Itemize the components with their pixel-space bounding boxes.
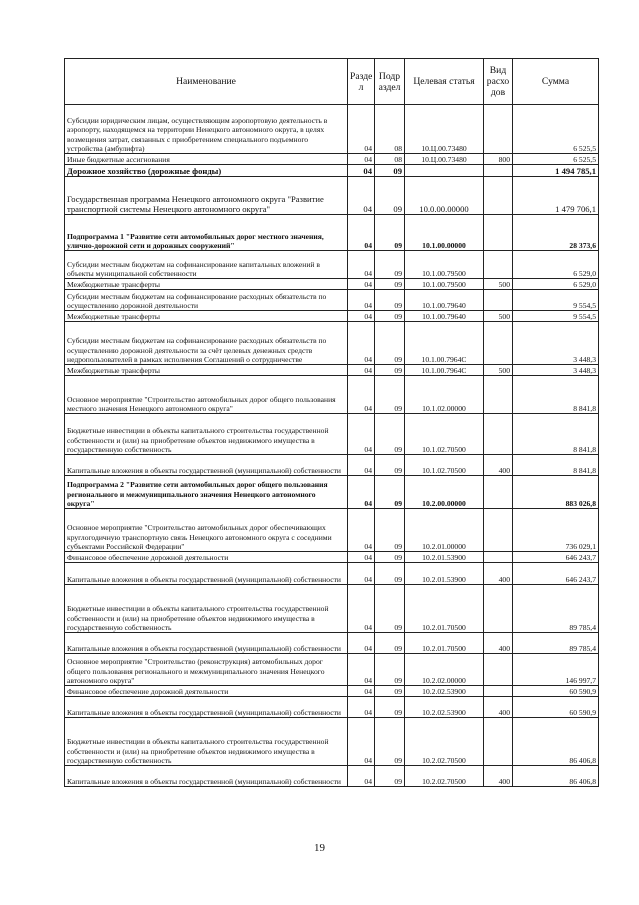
row-type (484, 165, 513, 177)
row-section: 04 (348, 509, 375, 552)
row-name: Финансовое обеспечение дорожной деятельности (65, 552, 348, 563)
row-sum: 646 243,7 (513, 563, 599, 585)
row-name: Субсидии местным бюджетам на софинансирование расходных обязательств по осуществлению дорожной деятельности (65, 290, 348, 311)
row-sum: 6 525,5 (513, 105, 599, 154)
row-name: Финансовое обеспечение дорожной деятельности (65, 686, 348, 697)
row-subsection: 09 (375, 311, 405, 322)
row-name: Капитальные вложения в объекты государственной (муниципальной) собственности (65, 455, 348, 476)
row-target: 10.1.00.79640 (405, 311, 484, 322)
row-section: 04 (348, 165, 375, 177)
table-row (65, 718, 599, 766)
row-section: 04 (348, 414, 375, 455)
table-row (65, 476, 599, 509)
row-section: 04 (348, 251, 375, 279)
row-sum: 6 529,0 (513, 251, 599, 279)
row-sum: 883 026,8 (513, 476, 599, 509)
row-section: 04 (348, 105, 375, 154)
row-name: Подпрограмма 2 "Развитие сети автомобильных дорог общего пользования регионального и межмуниципального значения Ненецкого автономного округа" (65, 476, 348, 509)
row-name: Государственная программа Ненецкого автономного округа "Развитие транспортной системы Ненецкого автономного округа" (65, 177, 348, 215)
row-sum: 146 997,7 (513, 654, 599, 686)
row-subsection: 09 (375, 290, 405, 311)
row-target: 10.1.00.79500 (405, 251, 484, 279)
row-name: Капитальные вложения в объекты государственной (муниципальной) собственности (65, 633, 348, 654)
row-name: Дорожное хозяйство (дорожные фонды) (65, 165, 348, 177)
row-section: 04 (348, 766, 375, 787)
row-type (484, 654, 513, 686)
header-subsection: Подр аздел (375, 59, 405, 105)
row-target: 10.1.00.00000 (405, 215, 484, 251)
header-row (65, 59, 599, 105)
row-sum: 736 029,1 (513, 509, 599, 552)
row-name: Капитальные вложения в объекты государственной (муниципальной) собственности (65, 697, 348, 718)
row-sum: 8 841,8 (513, 414, 599, 455)
row-sum: 3 448,3 (513, 322, 599, 365)
row-name: Основное мероприятие "Строительство автомобильных дорог обеспечивающих круглогодичную транспортную связь Ненецкого автономного округа с соседними субъектами Российской Федерации" (65, 509, 348, 552)
row-name: Капитальные вложения в объекты государственной (муниципальной) собственности (65, 563, 348, 585)
row-section: 04 (348, 476, 375, 509)
row-section: 04 (348, 215, 375, 251)
row-subsection: 08 (375, 154, 405, 165)
row-section: 04 (348, 552, 375, 563)
row-sum: 646 243,7 (513, 552, 599, 563)
row-target: 10.1.02.70500 (405, 455, 484, 476)
table-row (65, 686, 599, 697)
table-row (65, 311, 599, 322)
row-sum: 89 785,4 (513, 585, 599, 633)
row-target: 10.2.01.70500 (405, 633, 484, 654)
table-row (65, 697, 599, 718)
row-sum: 8 841,8 (513, 376, 599, 414)
row-name: Межбюджетные трансферты (65, 365, 348, 376)
row-section: 04 (348, 322, 375, 365)
header-target: Целевая статья (405, 59, 484, 105)
row-section: 04 (348, 154, 375, 165)
row-subsection: 09 (375, 552, 405, 563)
row-target: 10.1.02.70500 (405, 414, 484, 455)
row-subsection: 09 (375, 279, 405, 290)
row-subsection: 09 (375, 251, 405, 279)
row-name: Субсидии юридическим лицам, осуществляющим аэропортовую деятельность в аэропорту, находящемся на территории Ненецкого автономного округа, в целях возмещения затрат, связанных с приобретением специального подъемного устройства (амбулифта) (65, 105, 348, 154)
table-row (65, 552, 599, 563)
row-type (484, 376, 513, 414)
row-subsection: 09 (375, 376, 405, 414)
budget-sheet (64, 58, 599, 787)
row-sum: 28 373,6 (513, 215, 599, 251)
row-name: Подпрограмма 1 "Развитие сети автомобильных дорог местного значения, улично-дорожной сети и дорожных сооружений" (65, 215, 348, 251)
row-section: 04 (348, 279, 375, 290)
row-name: Межбюджетные трансферты (65, 279, 348, 290)
row-section: 04 (348, 311, 375, 322)
row-subsection: 09 (375, 455, 405, 476)
row-subsection: 09 (375, 654, 405, 686)
row-target: 10.1.00.79500 (405, 279, 484, 290)
header-type: Вид расхо дов (484, 59, 513, 105)
row-subsection: 09 (375, 365, 405, 376)
row-name: Субсидии местным бюджетам на софинансирование расходных обязательств по осуществлению дорожной деятельности за счёт целевых денежных средств недропользователей в рамках исполнения Соглашений о сотрудничестве (65, 322, 348, 365)
row-section: 04 (348, 365, 375, 376)
row-subsection: 09 (375, 585, 405, 633)
row-name: Бюджетные инвестиции в объекты капитального строительства государственной собственности и (или) на приобретение объектов недвижимого имущества в государственную собственность (65, 585, 348, 633)
row-section: 04 (348, 697, 375, 718)
row-name: Бюджетные инвестиции в объекты капитального строительства государственной собственности и (или) на приобретение объектов недвижимого имущества в государственную собственность (65, 718, 348, 766)
row-subsection: 08 (375, 105, 405, 154)
row-target: 10.1.00.7964С (405, 322, 484, 365)
row-section: 04 (348, 585, 375, 633)
row-subsection: 09 (375, 633, 405, 654)
row-sum: 86 406,8 (513, 766, 599, 787)
row-sum: 60 590,9 (513, 697, 599, 718)
row-subsection: 09 (375, 697, 405, 718)
row-name: Основное мероприятие "Строительство (реконструкция) автомобильных дорог общего пользования регионального и межмуниципального значения Ненецкого автономного округа" (65, 654, 348, 686)
row-target: 10.Ц.00.73480 (405, 154, 484, 165)
row-section: 04 (348, 290, 375, 311)
row-subsection: 09 (375, 177, 405, 215)
row-section: 04 (348, 376, 375, 414)
row-type: 500 (484, 279, 513, 290)
row-sum: 1 479 706,1 (513, 177, 599, 215)
row-section: 04 (348, 654, 375, 686)
row-type: 400 (484, 455, 513, 476)
row-type (484, 215, 513, 251)
table-row (65, 766, 599, 787)
row-sum: 89 785,4 (513, 633, 599, 654)
row-type: 400 (484, 766, 513, 787)
budget-table (64, 58, 599, 787)
table-row (65, 177, 599, 215)
row-sum: 6 525,5 (513, 154, 599, 165)
row-target: 10.2.01.70500 (405, 585, 484, 633)
row-target: 10.2.02.53900 (405, 697, 484, 718)
table-row (65, 105, 599, 154)
row-subsection: 09 (375, 766, 405, 787)
table-row (65, 455, 599, 476)
row-target: 10.2.02.70500 (405, 718, 484, 766)
row-subsection: 09 (375, 509, 405, 552)
row-name: Бюджетные инвестиции в объекты капитального строительства государственной собственности и (или) на приобретение объектов недвижимого имущества в государственную собственность (65, 414, 348, 455)
row-target: 10.2.01.53900 (405, 552, 484, 563)
row-type (484, 552, 513, 563)
row-type (484, 414, 513, 455)
row-type: 400 (484, 563, 513, 585)
header-section: Разде л (348, 59, 375, 105)
row-name: Основное мероприятие "Строительство автомобильных дорог общего пользования местного значения Ненецкого автономного округа" (65, 376, 348, 414)
row-type (484, 251, 513, 279)
row-sum: 86 406,8 (513, 718, 599, 766)
table-row (65, 509, 599, 552)
row-type (484, 177, 513, 215)
row-sum: 60 590,9 (513, 686, 599, 697)
row-target (405, 165, 484, 177)
table-row (65, 154, 599, 165)
row-type (484, 585, 513, 633)
row-section: 04 (348, 563, 375, 585)
row-type (484, 322, 513, 365)
row-target: 10.1.00.79640 (405, 290, 484, 311)
table-row (65, 290, 599, 311)
table-row (65, 563, 599, 585)
row-target: 10.2.00.00000 (405, 476, 484, 509)
page-number: 19 (314, 842, 325, 854)
row-target: 10.Ц.00.73480 (405, 105, 484, 154)
row-type: 800 (484, 154, 513, 165)
row-type: 400 (484, 633, 513, 654)
row-target: 10.2.02.70500 (405, 766, 484, 787)
row-section: 04 (348, 718, 375, 766)
row-subsection: 09 (375, 414, 405, 455)
table-row (65, 215, 599, 251)
row-type: 500 (484, 311, 513, 322)
row-subsection: 09 (375, 686, 405, 697)
row-type: 500 (484, 365, 513, 376)
row-section: 04 (348, 177, 375, 215)
table-row (65, 165, 599, 177)
row-name: Субсидии местным бюджетам на софинансирование капитальных вложений в объекты муниципальной собственности (65, 251, 348, 279)
row-target: 10.1.00.7964С (405, 365, 484, 376)
row-subsection: 09 (375, 165, 405, 177)
row-sum: 8 841,8 (513, 455, 599, 476)
row-subsection: 09 (375, 476, 405, 509)
row-section: 04 (348, 455, 375, 476)
row-name: Иные бюджетные ассигнования (65, 154, 348, 165)
row-type (484, 290, 513, 311)
row-type (484, 105, 513, 154)
table-row (65, 633, 599, 654)
row-name: Капитальные вложения в объекты государственной (муниципальной) собственности (65, 766, 348, 787)
row-target: 10.0.00.00000 (405, 177, 484, 215)
table-row (65, 376, 599, 414)
row-sum: 9 554,5 (513, 290, 599, 311)
row-target: 10.2.02.00000 (405, 654, 484, 686)
row-subsection: 09 (375, 215, 405, 251)
row-target: 10.2.01.53900 (405, 563, 484, 585)
table-row (65, 279, 599, 290)
table-row (65, 322, 599, 365)
row-section: 04 (348, 686, 375, 697)
table-row (65, 585, 599, 633)
row-type (484, 718, 513, 766)
row-target: 10.2.01.00000 (405, 509, 484, 552)
table-row (65, 365, 599, 376)
row-name: Межбюджетные трансферты (65, 311, 348, 322)
row-sum: 9 554,5 (513, 311, 599, 322)
header-name: Наименование (65, 59, 348, 105)
row-type (484, 476, 513, 509)
table-row (65, 414, 599, 455)
table-row (65, 654, 599, 686)
row-type (484, 686, 513, 697)
row-sum: 3 448,3 (513, 365, 599, 376)
row-sum: 6 529,0 (513, 279, 599, 290)
header-sum: Сумма (513, 59, 599, 105)
row-section: 04 (348, 633, 375, 654)
row-type: 400 (484, 697, 513, 718)
row-subsection: 09 (375, 322, 405, 365)
row-sum: 1 494 785,1 (513, 165, 599, 177)
row-target: 10.1.02.00000 (405, 376, 484, 414)
row-subsection: 09 (375, 563, 405, 585)
row-target: 10.2.02.53900 (405, 686, 484, 697)
row-subsection: 09 (375, 718, 405, 766)
row-type (484, 509, 513, 552)
table-row (65, 251, 599, 279)
